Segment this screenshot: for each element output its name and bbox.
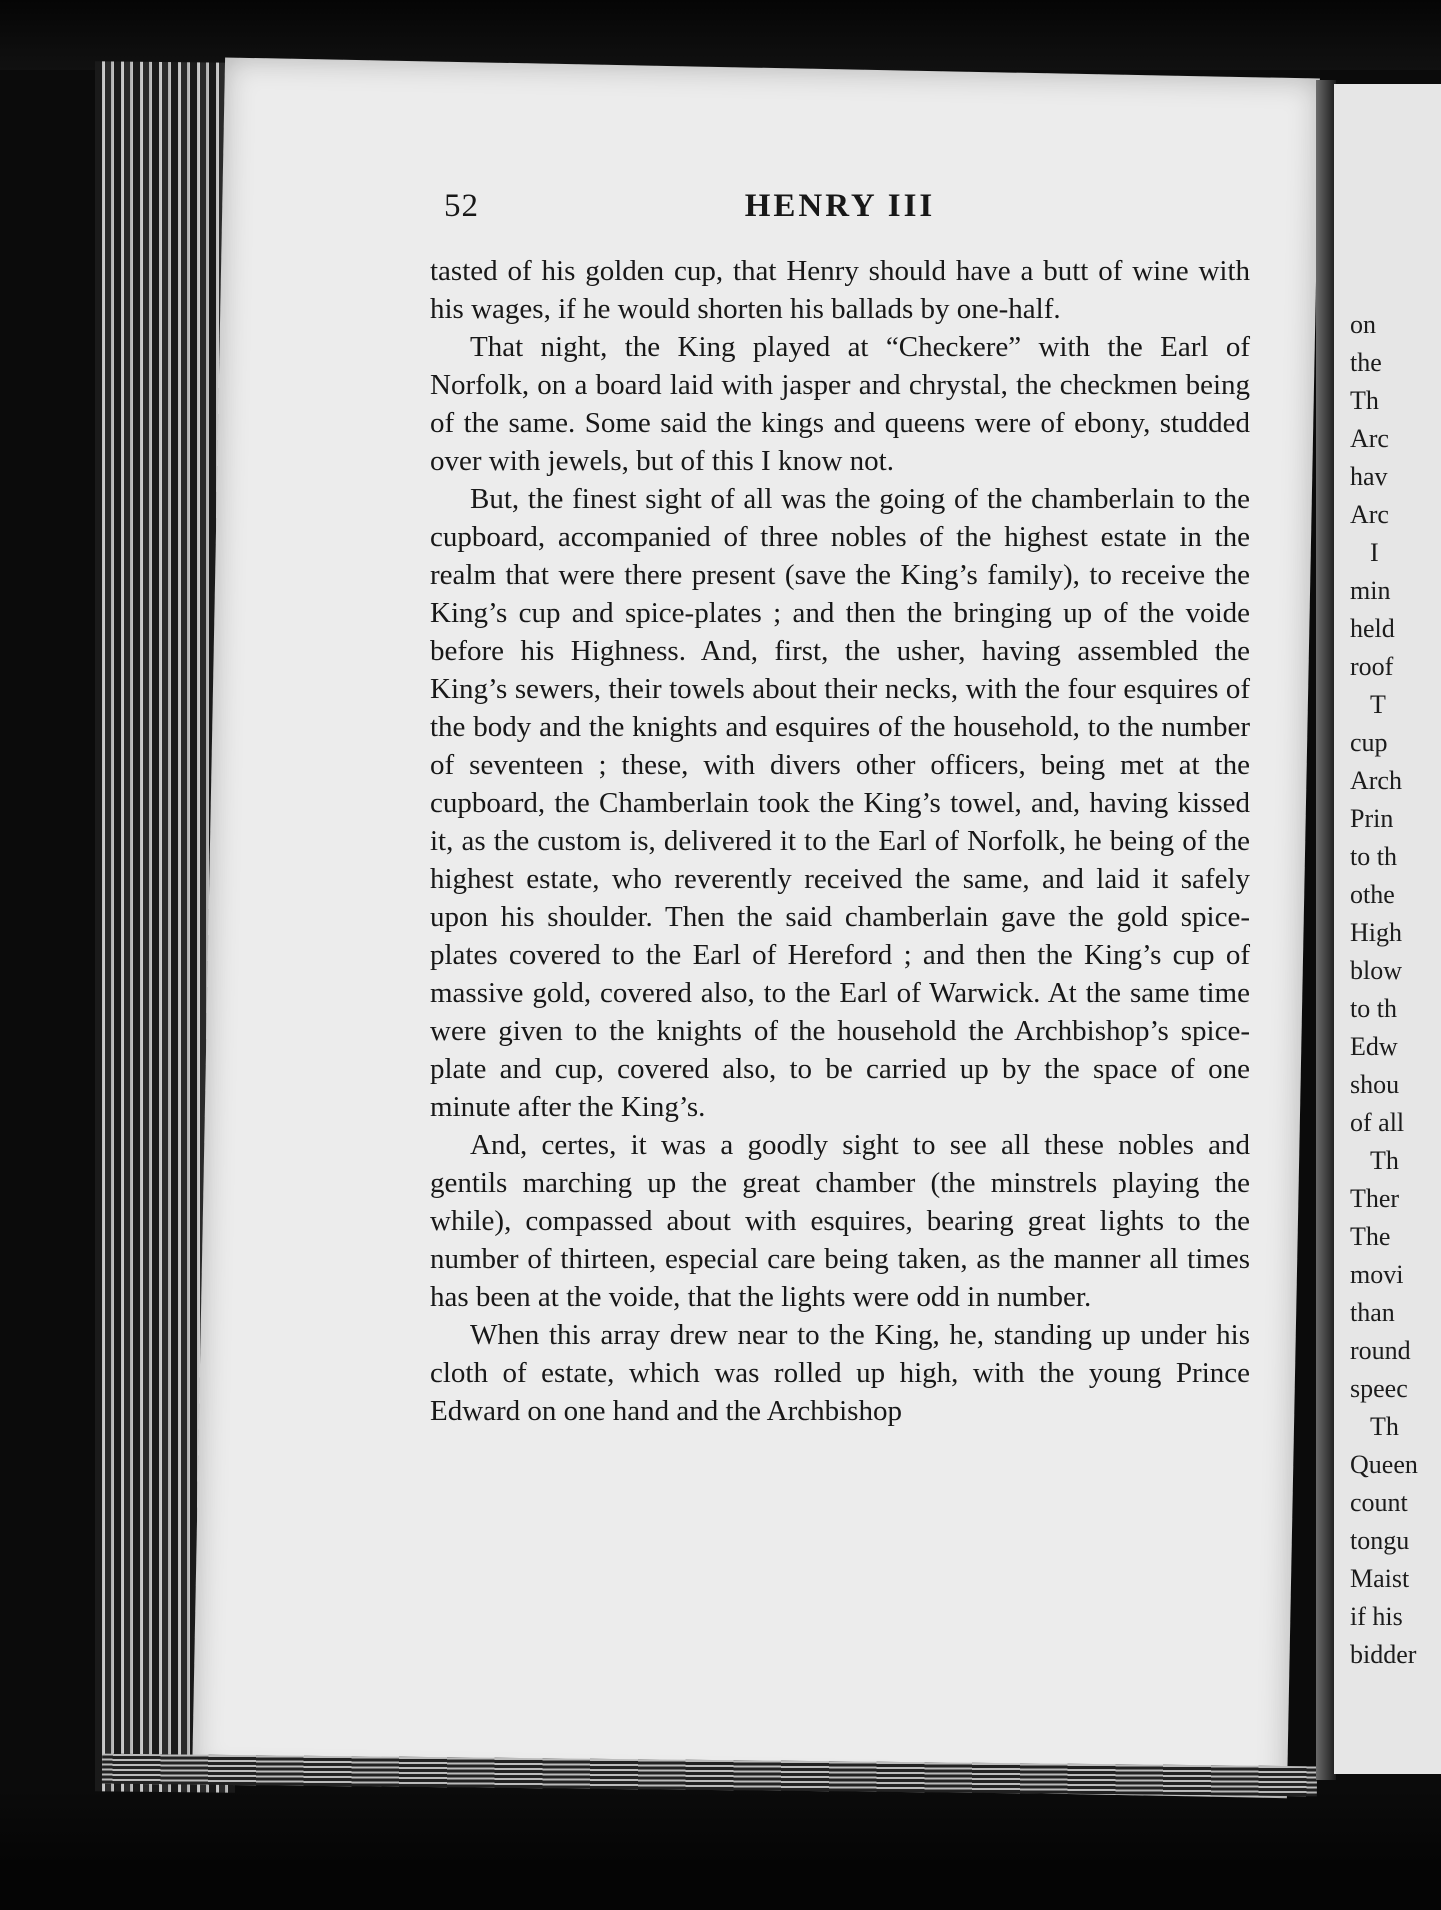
page-content <box>430 188 1250 1430</box>
facing-line: of all <box>1350 1108 1405 1137</box>
facing-line: if his <box>1350 1602 1403 1631</box>
facing-line: tongu <box>1350 1526 1410 1555</box>
running-head <box>430 188 1250 244</box>
facing-line: Th <box>1350 386 1379 415</box>
facing-line: Arc <box>1350 424 1389 453</box>
facing-line: The <box>1350 1222 1391 1251</box>
paragraph: But, the finest sight of all was the going of the chamberlain to the cupboard, accompanied of three nobles of the highest estate in the realm that were there present (save the King’s family), to receive the King’s cup and spice-plates ; and then the bringing up of the voide before his Highness. And, first, the usher, having assembled the King’s sewers, their towels about their necks, with the four esquires of the body and the knights and esquires of the household, to the number of seventeen ; these, with divers other officers, being met at the cupboard, the Chamberlain took the King’s towel, and, having kissed it, as the custom is, delivered it to the Earl of Norfolk, he being of the highest estate, who reverently received the same, and laid it safely upon his shoulder. Then the said chamberlain gave the gold spice-plates covered to the Earl of Hereford ; and then the King’s cup of massive gold, covered also, to the Earl of Warwick. At the same time were given to the knights of the household the Archbishop’s spice-plate and cup, covered also, to be carried up by the space of one minute after the King’s. <box>430 483 1250 1123</box>
facing-line: Arc <box>1350 500 1389 529</box>
facing-line: min <box>1350 576 1391 605</box>
facing-line: movi <box>1350 1260 1404 1289</box>
facing-line: Th <box>1370 1146 1399 1175</box>
paragraph: When this array drew near to the King, he, standing up under his cloth of estate, which was rolled up high, with the young Prince Edward on one hand and the Archbishop <box>430 1319 1250 1427</box>
facing-line: Prin <box>1350 804 1394 833</box>
facing-line: Maist <box>1350 1564 1410 1593</box>
facing-line: Ther <box>1350 1184 1400 1213</box>
facing-line: than <box>1350 1298 1395 1327</box>
facing-line: Th <box>1370 1412 1399 1441</box>
facing-line: count <box>1350 1488 1408 1517</box>
facing-line: High <box>1350 918 1402 947</box>
facing-line: round <box>1350 1336 1411 1365</box>
facing-line: hav <box>1350 462 1388 491</box>
running-title: HENRY III <box>744 188 936 224</box>
scan-background-top <box>0 0 1441 70</box>
facing-line: the <box>1350 348 1382 377</box>
right-facing-page <box>1334 84 1441 1774</box>
facing-line: held <box>1350 614 1395 643</box>
body-text <box>430 252 1250 1430</box>
facing-line: roof <box>1350 652 1394 681</box>
facing-line: bidder <box>1350 1640 1417 1669</box>
facing-line: to th <box>1350 994 1397 1023</box>
facing-page-text <box>1334 84 1441 1674</box>
facing-line: cup <box>1350 728 1388 757</box>
facing-line: to th <box>1350 842 1397 871</box>
scan-background-bottom <box>0 1790 1441 1910</box>
facing-line: Queen <box>1350 1450 1418 1479</box>
paragraph: That night, the King played at “Checkere” with the Earl of Norfolk, on a board laid with jasper and chrystal, the checkmen being of the same. Some said the kings and queens were of ebony, studded over with jewels, but of this I know not. <box>430 331 1250 477</box>
facing-line: shou <box>1350 1070 1400 1099</box>
paragraph: And, certes, it was a goodly sight to see all these nobles and gentils marching up the great chamber (the minstrels playing the while), compassed about with esquires, bearing great lights to the number of thirteen, especial care being taken, as the manner all times has been at the voide, that the lights were odd in number. <box>430 1129 1250 1313</box>
facing-line: I <box>1370 538 1379 567</box>
facing-line: blow <box>1350 956 1402 985</box>
facing-line: Edw <box>1350 1032 1398 1061</box>
page-number: 52 <box>444 188 479 224</box>
facing-line: speec <box>1350 1374 1408 1403</box>
paragraph: tasted of his golden cup, that Henry should have a butt of wine with his wages, if he would shorten his ballads by one-half. <box>430 255 1250 325</box>
facing-line: on <box>1350 310 1376 339</box>
book-gutter <box>1316 80 1336 1780</box>
facing-line: T <box>1370 690 1386 719</box>
facing-line: othe <box>1350 880 1395 909</box>
facing-line: Arch <box>1350 766 1402 795</box>
